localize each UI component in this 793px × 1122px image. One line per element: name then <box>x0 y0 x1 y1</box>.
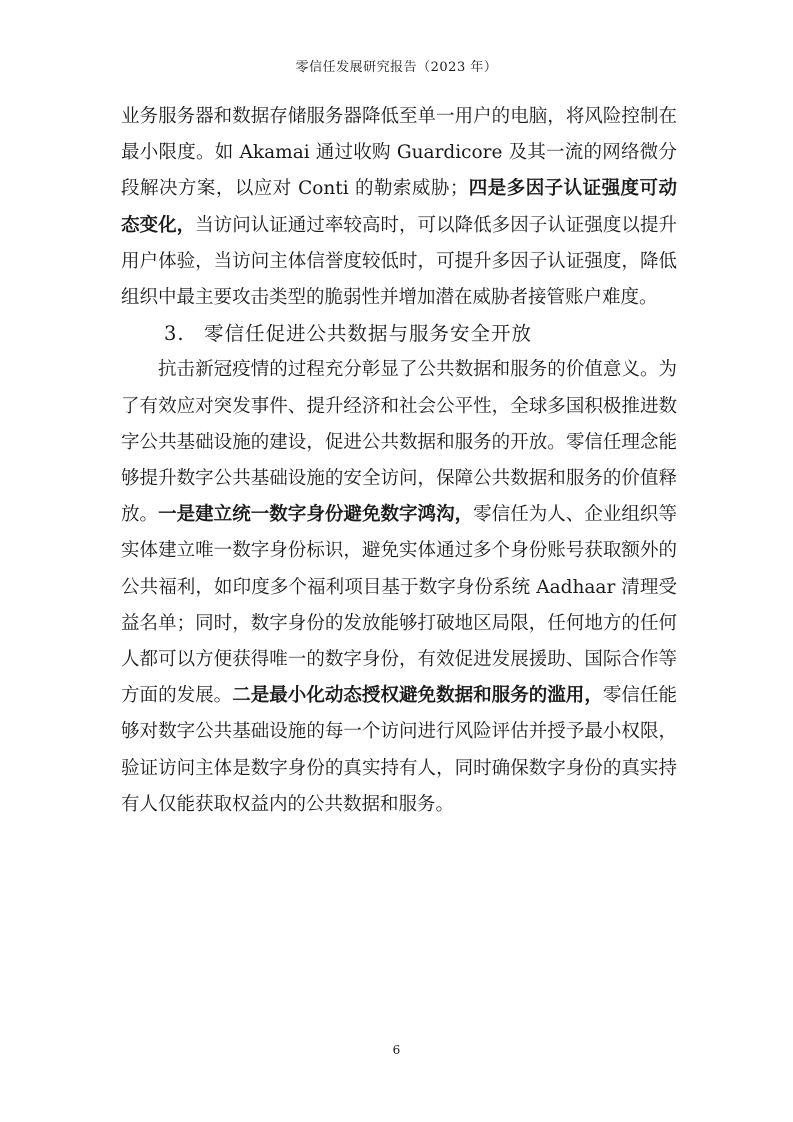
section-number: 3. <box>164 322 185 346</box>
page-number: 6 <box>392 1043 401 1057</box>
bold-phrase: 二是最小化动态授权避免数据和服务的滥用， <box>232 685 603 707</box>
paragraph <box>121 352 677 823</box>
paragraph-text: 业务服务器和数据存储服务器降低至单一用户的电脑，将风险控制在最小限度。如 Akamai 通过收购 Guardicore 及其一流的网络微分段解决方案，以应对 Conti 的勒索威胁； <box>121 106 677 200</box>
paragraph-continued <box>121 99 677 316</box>
bold-phrase: 四是多因子认证强度可动态变化， <box>121 178 677 236</box>
document-body <box>121 99 677 823</box>
paragraph-text: 零信任为人、企业组织等实体建立唯一数字身份标识，避免实体通过多个身份账号获取额外的公共福利，如印度多个福利项目基于数字身份系统 Aadhaar 清理受益名单；同时，数字身份的发放能够打破地区局限，任何地方的任何人都可以方便获得唯一的数字身份，有效促进发展援助、国际合作等方面的发展。 <box>121 504 677 707</box>
paragraph-text: 当访问认证通过率较高时，可以降低多因子认证强度以提升用户体验，当访问主体信誉度较低时，可提升多因子认证强度，降低组织中最主要攻击类型的脆弱性并增加潜在威胁者接管账户难度。 <box>121 214 677 309</box>
bold-phrase: 一是建立统一数字身份避免数字鸿沟， <box>158 504 474 526</box>
paragraph-text: 抗击新冠疫情的过程充分彰显了公共数据和服务的价值意义。为了有效应对突发事件、提升经济和社会公平性，全球多国积极推进数字公共基础设施的建设，促进公共数据和服务的开放。零信任理念能够提升数字公共基础设施的安全访问，保障公共数据和服务的价值释放。 <box>121 359 677 526</box>
running-header: 零信任发展研究报告（2023 年） <box>295 60 498 75</box>
section-title: 零信任促进公共数据与服务安全开放 <box>204 322 533 346</box>
paragraph-text: 零信任能够对数字公共基础设施的每一个访问进行风险评估并授予最小权限，验证访问主体是数字身份的真实持有人，同时确保数字身份的真实持有人仅能获取权益内的公共数据和服务。 <box>121 685 677 815</box>
section-heading <box>121 316 677 352</box>
